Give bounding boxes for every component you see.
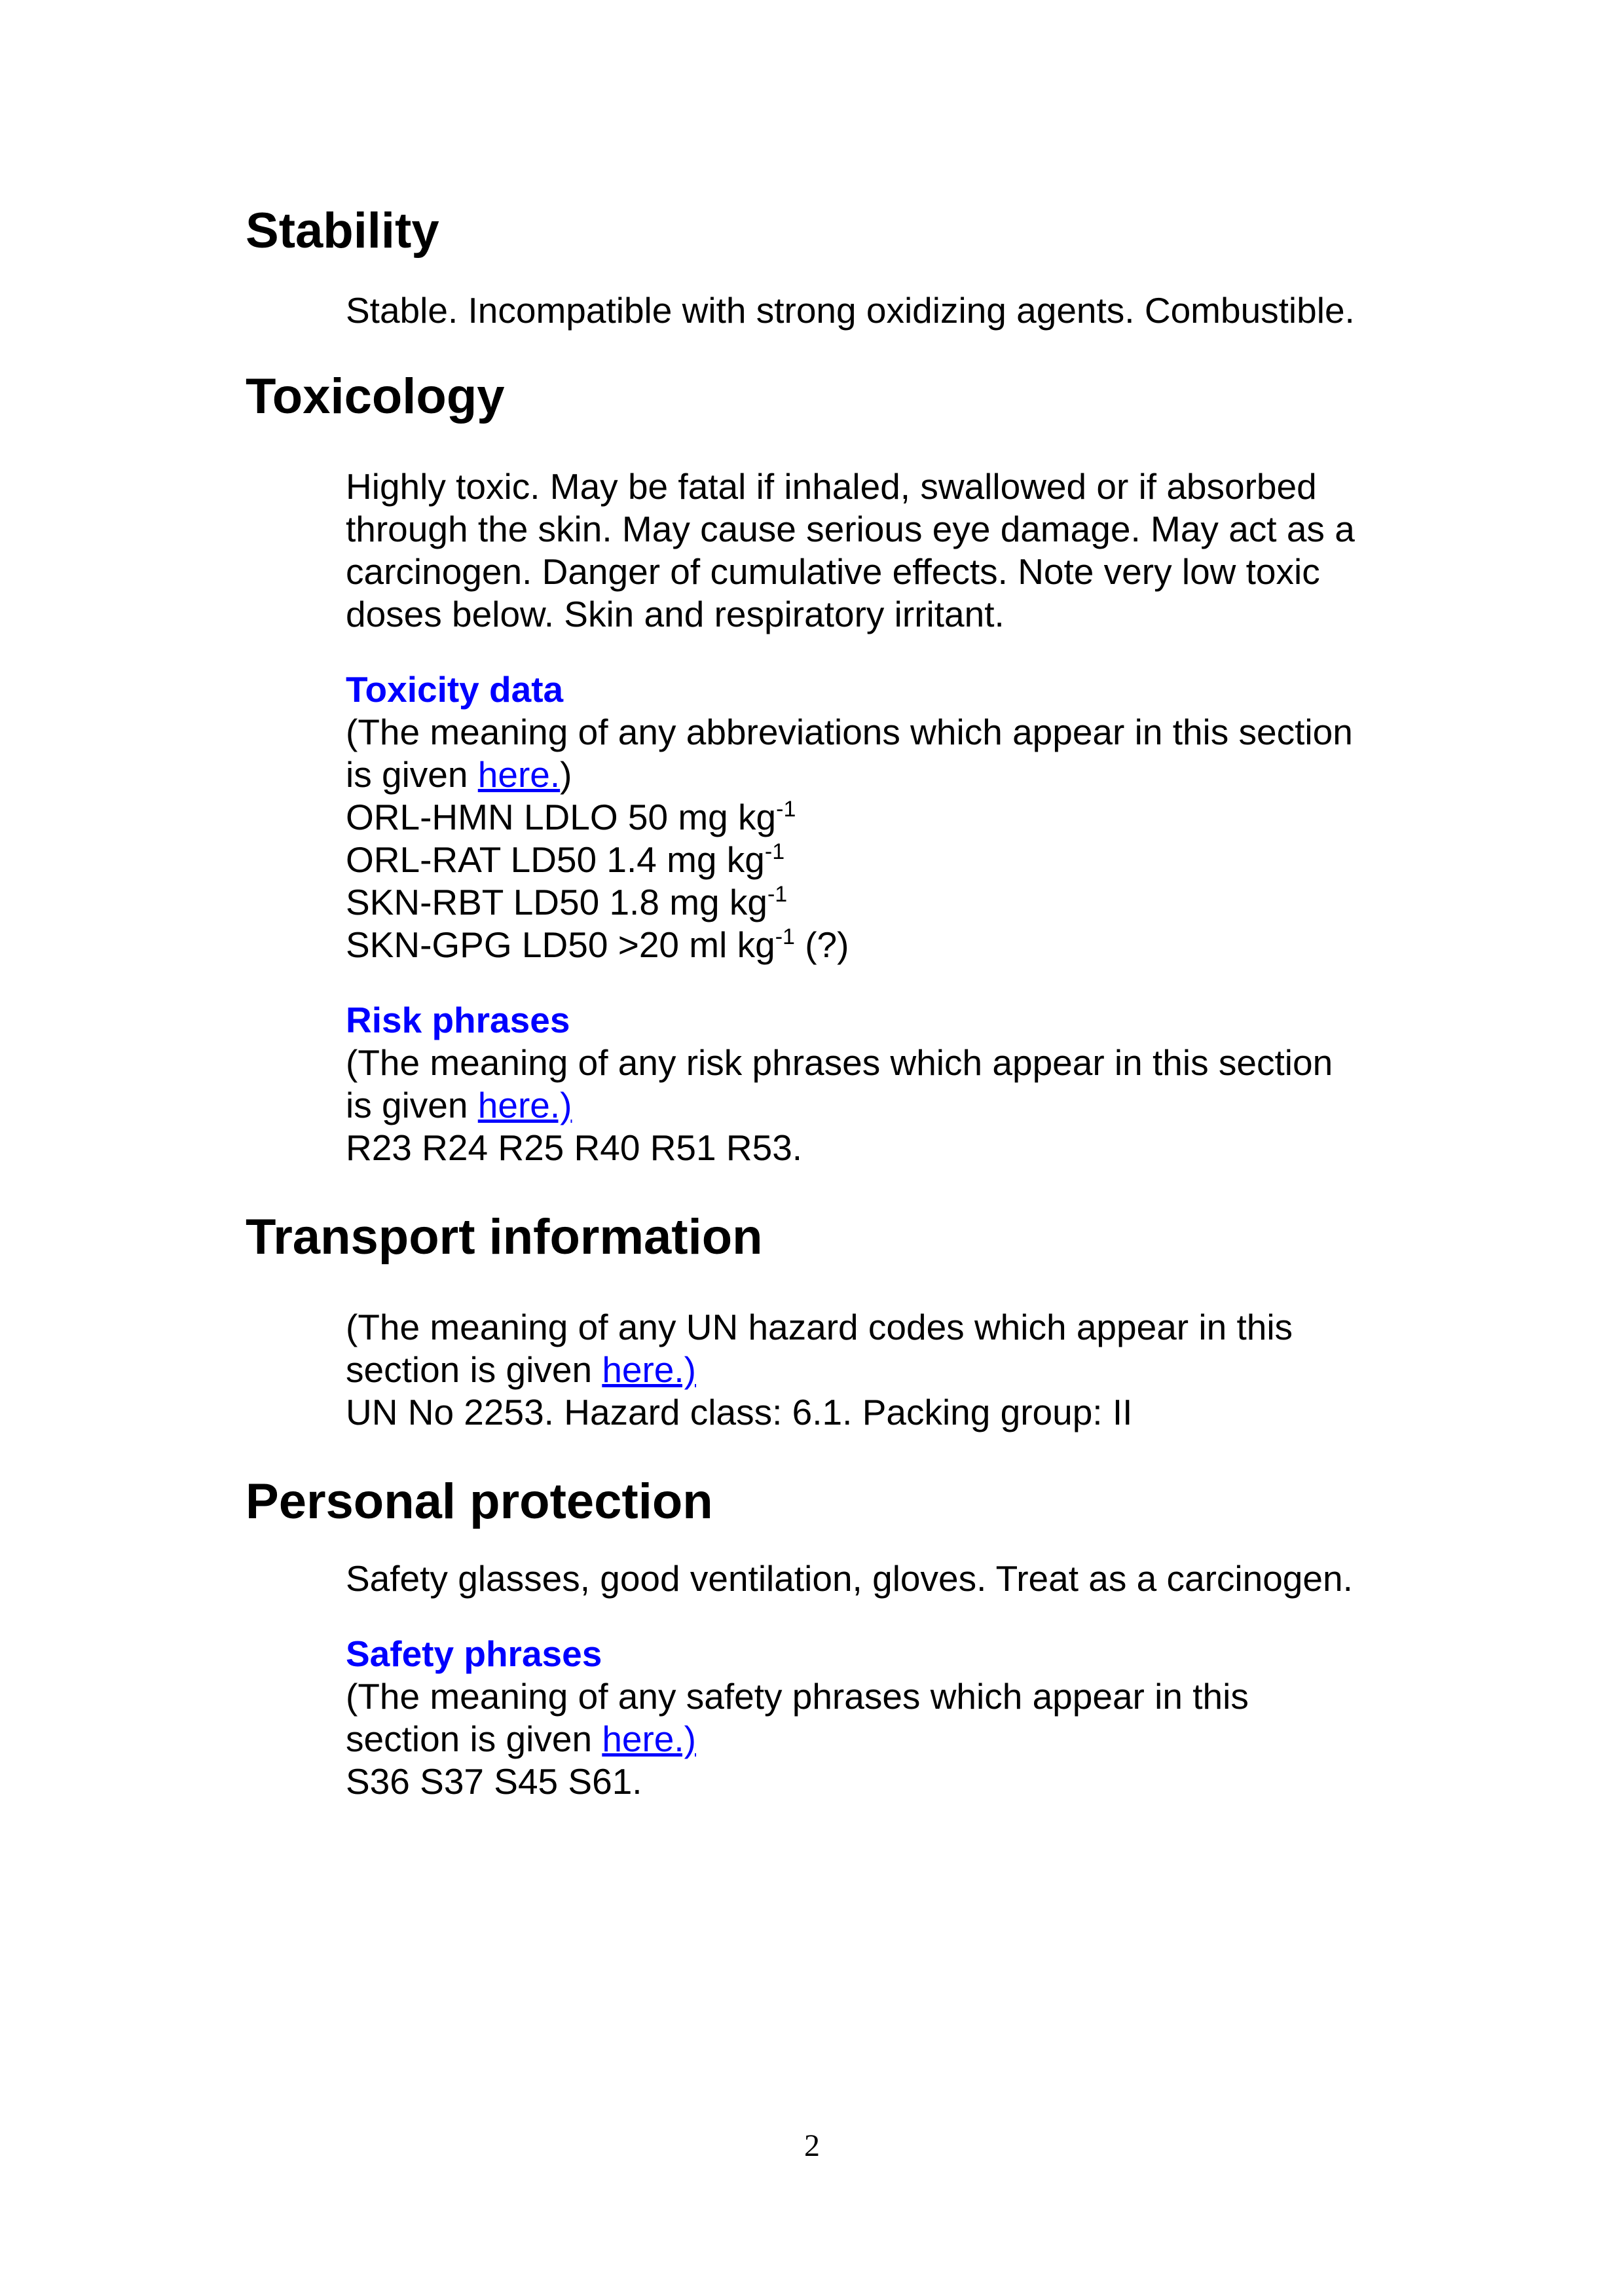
- subheading-safety-phrases: Safety phrases: [346, 1633, 602, 1674]
- subheading-risk-phrases: Risk phrases: [346, 1000, 570, 1040]
- abbreviations-here-link[interactable]: here.: [477, 754, 561, 795]
- toxicity-value: ORL-HMN LDLO 50 mg kg: [346, 797, 777, 837]
- section-heading-personal-protection: Personal protection: [246, 1474, 713, 1529]
- paragraph-line: Safety glasses, good ventilation, gloves. Treat as a carcinogen.: [346, 1558, 1353, 1599]
- subheading-toxicity-data: Toxicity data: [346, 669, 564, 710]
- note-line: (The meaning of any UN hazard codes which appear in this: [346, 1307, 1293, 1347]
- toxicity-data-row: [346, 839, 1506, 881]
- toxicity-value: SKN-RBT LD50 1.8 mg kg: [346, 882, 767, 922]
- note-line: [346, 1084, 1506, 1127]
- paragraph-line: Highly toxic. May be fatal if inhaled, swallowed or if absorbed: [346, 466, 1317, 507]
- toxicity-value-suffix: (?): [794, 924, 849, 965]
- superscript: -1: [775, 924, 795, 949]
- superscript: -1: [776, 797, 796, 822]
- paragraph-line: doses below. Skin and respiratory irritant.: [346, 594, 1005, 634]
- paragraph-line: through the skin. May cause serious eye damage. May act as a: [346, 509, 1355, 549]
- section-heading-stability: Stability: [246, 203, 439, 259]
- toxicity-data-note: [346, 711, 1506, 796]
- toxicity-data-values: [346, 796, 1506, 966]
- note-text: is given: [346, 1085, 478, 1125]
- stability-paragraph: [346, 289, 1506, 332]
- toxicity-data-row: [346, 881, 1506, 924]
- note-line: [346, 754, 1506, 796]
- note-text: is given: [346, 754, 478, 795]
- note-text: section is given: [346, 1719, 602, 1759]
- risk-phrases-note: [346, 1042, 1506, 1169]
- note-line: [346, 1718, 1506, 1760]
- safety-phrases-here-link[interactable]: here.): [602, 1719, 696, 1759]
- note-line: [346, 1349, 1506, 1391]
- toxicity-data-row: [346, 796, 1506, 839]
- personal-protection-paragraph: [346, 1558, 1506, 1600]
- safety-phrases-note: [346, 1675, 1506, 1803]
- un-transport-details: UN No 2253. Hazard class: 6.1. Packing group: II: [346, 1392, 1133, 1432]
- superscript: -1: [767, 882, 788, 907]
- toxicity-value: ORL-RAT LD50 1.4 mg kg: [346, 839, 765, 880]
- note-line: (The meaning of any abbreviations which appear in this section: [346, 712, 1353, 752]
- note-line: (The meaning of any safety phrases which appear in this: [346, 1676, 1249, 1717]
- toxicology-paragraph: [346, 465, 1506, 636]
- risk-codes: R23 R24 R25 R40 R51 R53.: [346, 1127, 803, 1168]
- page-number: 2: [804, 2128, 820, 2163]
- note-text: section is given: [346, 1349, 602, 1390]
- section-heading-transport: Transport information: [246, 1209, 763, 1265]
- paragraph-line: Stable. Incompatible with strong oxidizing agents. Combustible.: [346, 290, 1355, 331]
- note-line: (The meaning of any risk phrases which appear in this section: [346, 1042, 1333, 1083]
- safety-codes: S36 S37 S45 S61.: [346, 1761, 642, 1802]
- toxicity-value: SKN-GPG LD50 >20 ml kg: [346, 924, 775, 965]
- section-heading-toxicology: Toxicology: [246, 369, 505, 424]
- risk-phrases-here-link[interactable]: here.): [477, 1085, 572, 1125]
- superscript: -1: [764, 839, 785, 864]
- toxicity-data-row: [346, 924, 1506, 966]
- paragraph-line: carcinogen. Danger of cumulative effects. Note very low toxic: [346, 551, 1320, 592]
- transport-note: [346, 1306, 1506, 1434]
- note-text: ): [560, 754, 572, 795]
- un-hazard-here-link[interactable]: here.): [602, 1349, 696, 1390]
